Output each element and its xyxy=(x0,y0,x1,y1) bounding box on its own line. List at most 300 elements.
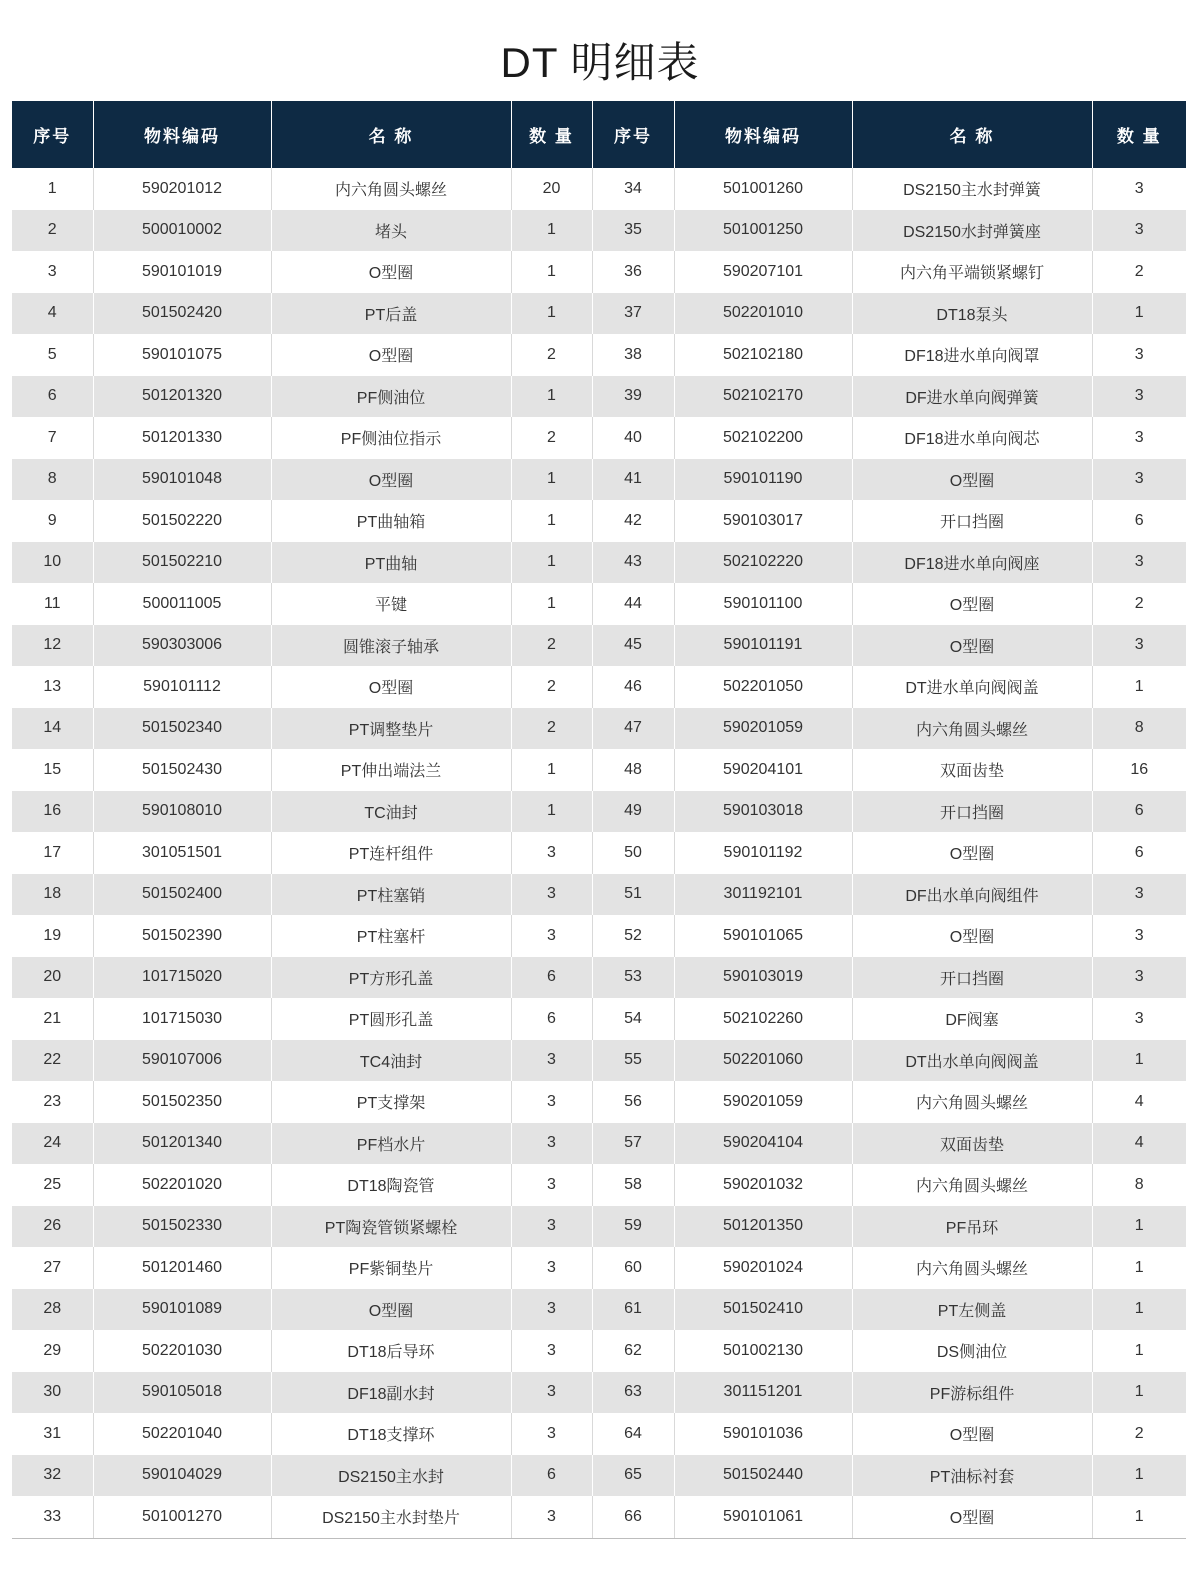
cell-material-code: 502102180 xyxy=(674,334,852,376)
cell-part-name: O型圈 xyxy=(271,459,511,501)
table-row xyxy=(12,376,1186,418)
cell-material-code: 590101192 xyxy=(674,832,852,874)
cell-index: 53 xyxy=(592,957,674,999)
cell-quantity: 1 xyxy=(511,251,592,293)
cell-quantity: 1 xyxy=(511,791,592,833)
page-title: DT 明细表 xyxy=(500,39,700,86)
cell-material-code: 590201059 xyxy=(674,1081,852,1123)
cell-part-name: PF紫铜垫片 xyxy=(271,1247,511,1289)
cell-quantity: 1 xyxy=(1092,1206,1186,1248)
cell-quantity: 3 xyxy=(1092,376,1186,418)
cell-material-code: 501502210 xyxy=(93,542,271,584)
cell-quantity: 6 xyxy=(511,1455,592,1497)
table-row xyxy=(12,1040,1186,1082)
cell-material-code: 501201340 xyxy=(93,1123,271,1165)
cell-material-code: 590101065 xyxy=(674,915,852,957)
cell-index: 24 xyxy=(12,1123,93,1165)
cell-material-code: 501502420 xyxy=(93,293,271,335)
cell-material-code: 301051501 xyxy=(93,832,271,874)
table-row xyxy=(12,417,1186,459)
cell-part-name: DT进水单向阀阀盖 xyxy=(852,666,1092,708)
cell-part-name: PT曲轴 xyxy=(271,542,511,584)
cell-part-name: 平键 xyxy=(271,583,511,625)
cell-material-code: 501201330 xyxy=(93,417,271,459)
cell-index: 66 xyxy=(592,1496,674,1538)
cell-part-name: PT油标衬套 xyxy=(852,1455,1092,1497)
cell-material-code: 501502430 xyxy=(93,749,271,791)
cell-part-name: 内六角圆头螺丝 xyxy=(852,1164,1092,1206)
cell-material-code: 101715020 xyxy=(93,957,271,999)
cell-material-code: 502102170 xyxy=(674,376,852,418)
cell-material-code: 590101190 xyxy=(674,459,852,501)
cell-quantity: 1 xyxy=(511,500,592,542)
cell-quantity: 16 xyxy=(1130,760,1149,778)
cell-part-name: PT柱塞杆 xyxy=(271,915,511,957)
cell-material-code: 590108010 xyxy=(93,791,271,833)
table-row xyxy=(12,1081,1186,1123)
cell-material-code: 502102260 xyxy=(674,998,852,1040)
cell-index: 65 xyxy=(592,1455,674,1497)
cell-part-name: O型圈 xyxy=(271,334,511,376)
cell-index: 37 xyxy=(592,293,674,335)
cell-quantity: 1 xyxy=(511,376,592,418)
table-row xyxy=(12,168,1186,210)
cell-index: 27 xyxy=(12,1247,93,1289)
cell-quantity: 1 xyxy=(1134,1258,1144,1276)
cell-material-code: 590101075 xyxy=(93,334,271,376)
cell-index: 7 xyxy=(12,417,93,459)
cell-quantity: 3 xyxy=(1134,926,1144,944)
cell-material-code: 502201030 xyxy=(93,1330,271,1372)
cell-quantity: 6 xyxy=(1092,791,1186,833)
cell-part-name: O型圈 xyxy=(271,1289,511,1331)
cell-index: 33 xyxy=(12,1496,93,1538)
cell-part-name: 圆锥滚子轴承 xyxy=(271,625,511,667)
cell-index: 26 xyxy=(12,1206,93,1248)
cell-index: 56 xyxy=(592,1081,674,1123)
cell-part-name: 开口挡圈 xyxy=(852,500,1092,542)
cell-index: 44 xyxy=(592,583,674,625)
cell-quantity: 6 xyxy=(511,998,592,1040)
cell-quantity: 6 xyxy=(1134,511,1144,529)
cell-index: 39 xyxy=(592,376,674,418)
cell-part-name: DF出水单向阀组件 xyxy=(852,874,1092,916)
cell-part-name: O型圈 xyxy=(852,1413,1092,1455)
cell-part-name: DT出水单向阀阀盖 xyxy=(852,1040,1092,1082)
cell-quantity: 3 xyxy=(511,832,592,874)
table-row xyxy=(12,749,1186,791)
cell-part-name: PF吊环 xyxy=(852,1206,1092,1248)
cell-index: 31 xyxy=(12,1413,93,1455)
cell-part-name: DF18进水单向阀芯 xyxy=(852,417,1092,459)
cell-material-code: 590101089 xyxy=(93,1289,271,1331)
table-row xyxy=(12,251,1186,293)
cell-part-name: DS2150主水封垫片 xyxy=(271,1496,511,1538)
cell-index: 1 xyxy=(12,168,93,210)
cell-index: 64 xyxy=(592,1413,674,1455)
cell-material-code: 101715030 xyxy=(93,998,271,1040)
cell-index: 17 xyxy=(12,832,93,874)
cell-quantity: 3 xyxy=(511,1372,592,1414)
cell-part-name: PF档水片 xyxy=(271,1123,511,1165)
cell-index: 32 xyxy=(12,1455,93,1497)
cell-quantity: 2 xyxy=(511,334,592,376)
col-header-index-left: 序号 xyxy=(12,101,93,168)
cell-part-name: PT连杆组件 xyxy=(271,832,511,874)
cell-quantity: 6 xyxy=(511,957,592,999)
cell-part-name: 内六角圆头螺丝 xyxy=(852,708,1092,750)
cell-part-name: 内六角圆头螺丝 xyxy=(852,1247,1092,1289)
cell-material-code: 501502350 xyxy=(93,1081,271,1123)
cell-part-name: DS侧油位 xyxy=(852,1330,1092,1372)
cell-material-code: 590103019 xyxy=(674,957,852,999)
cell-material-code: 501502400 xyxy=(93,874,271,916)
cell-material-code: 501502410 xyxy=(674,1289,852,1331)
cell-material-code: 590101191 xyxy=(674,625,852,667)
cell-index: 34 xyxy=(592,168,674,210)
cell-part-name: O型圈 xyxy=(852,832,1092,874)
cell-index: 12 xyxy=(12,625,93,667)
cell-index: 29 xyxy=(12,1330,93,1372)
cell-material-code: 501502330 xyxy=(93,1206,271,1248)
cell-part-name: O型圈 xyxy=(852,915,1092,957)
cell-index: 18 xyxy=(12,874,93,916)
cell-quantity: 3 xyxy=(511,915,592,957)
cell-index: 11 xyxy=(12,583,93,625)
cell-index: 10 xyxy=(12,542,93,584)
cell-part-name: PT圆形孔盖 xyxy=(271,998,511,1040)
table-row xyxy=(12,1330,1186,1372)
cell-part-name: 双面齿垫 xyxy=(852,1123,1092,1165)
cell-part-name: DF18副水封 xyxy=(271,1372,511,1414)
cell-quantity: 1 xyxy=(511,293,592,335)
cell-index: 3 xyxy=(12,251,93,293)
cell-index: 62 xyxy=(592,1330,674,1372)
table-row xyxy=(12,915,1186,957)
col-header-name-right: 名 称 xyxy=(852,101,1092,168)
table-row xyxy=(12,1247,1186,1289)
cell-index: 52 xyxy=(592,915,674,957)
cell-part-name: O型圈 xyxy=(852,583,1092,625)
cell-quantity: 1 xyxy=(1092,1289,1186,1331)
table-row xyxy=(12,459,1186,501)
cell-part-name: PF侧油位指示 xyxy=(271,417,511,459)
cell-part-name: PT后盖 xyxy=(271,293,511,335)
cell-material-code: 590201032 xyxy=(674,1164,852,1206)
cell-material-code: 501001260 xyxy=(674,168,852,210)
cell-quantity: 3 xyxy=(511,1289,592,1331)
cell-quantity: 3 xyxy=(511,1206,592,1248)
table-header xyxy=(12,101,1186,168)
cell-material-code: 301192101 xyxy=(674,874,852,916)
cell-part-name: DF18进水单向阀座 xyxy=(852,542,1092,584)
cell-quantity: 2 xyxy=(1134,1424,1144,1442)
cell-quantity: 1 xyxy=(511,583,592,625)
cell-part-name: DF18进水单向阀罩 xyxy=(852,334,1092,376)
cell-quantity: 3 xyxy=(511,1330,592,1372)
cell-material-code: 590101061 xyxy=(674,1496,852,1538)
cell-material-code: 501001250 xyxy=(674,210,852,252)
cell-part-name: DF阀塞 xyxy=(852,998,1092,1040)
cell-index: 13 xyxy=(12,666,93,708)
cell-material-code: 590101019 xyxy=(93,251,271,293)
cell-quantity: 2 xyxy=(511,417,592,459)
cell-quantity: 3 xyxy=(511,874,592,916)
cell-index: 28 xyxy=(12,1289,93,1331)
cell-quantity: 3 xyxy=(1092,957,1186,999)
cell-index: 22 xyxy=(12,1040,93,1082)
cell-material-code: 590101100 xyxy=(674,583,852,625)
cell-quantity: 3 xyxy=(1092,210,1186,252)
cell-part-name: PT陶瓷管锁紧螺栓 xyxy=(271,1206,511,1248)
cell-index: 55 xyxy=(592,1040,674,1082)
cell-material-code: 500011005 xyxy=(93,583,271,625)
table-row xyxy=(12,1289,1186,1331)
cell-index: 50 xyxy=(592,832,674,874)
cell-part-name: O型圈 xyxy=(271,666,511,708)
cell-part-name: DS2150主水封 xyxy=(271,1455,511,1497)
cell-part-name: PT支撑架 xyxy=(271,1081,511,1123)
cell-material-code: 502201060 xyxy=(674,1040,852,1082)
cell-material-code: 590105018 xyxy=(93,1372,271,1414)
cell-material-code: 301151201 xyxy=(674,1372,852,1414)
cell-index: 19 xyxy=(12,915,93,957)
cell-quantity: 3 xyxy=(511,1496,592,1538)
cell-quantity: 3 xyxy=(1134,179,1144,197)
table-row xyxy=(12,334,1186,376)
cell-material-code: 502201050 xyxy=(674,666,852,708)
cell-index: 5 xyxy=(12,334,93,376)
cell-index: 14 xyxy=(12,708,93,750)
cell-quantity: 1 xyxy=(1092,293,1186,335)
cell-index: 9 xyxy=(12,500,93,542)
table-row xyxy=(12,832,1186,874)
cell-part-name: TC4油封 xyxy=(271,1040,511,1082)
cell-index: 51 xyxy=(592,874,674,916)
cell-part-name: PT柱塞销 xyxy=(271,874,511,916)
cell-quantity: 2 xyxy=(511,708,592,750)
cell-material-code: 590201012 xyxy=(93,168,271,210)
cell-material-code: 502102220 xyxy=(674,542,852,584)
cell-index: 6 xyxy=(12,376,93,418)
cell-index: 48 xyxy=(592,749,674,791)
cell-part-name: PF游标组件 xyxy=(852,1372,1092,1414)
cell-part-name: O型圈 xyxy=(852,625,1092,667)
table-row xyxy=(12,998,1186,1040)
cell-material-code: 502201040 xyxy=(93,1413,271,1455)
cell-part-name: DT18泵头 xyxy=(852,293,1092,335)
cell-part-name: 开口挡圈 xyxy=(852,791,1092,833)
table-row xyxy=(12,500,1186,542)
cell-index: 23 xyxy=(12,1081,93,1123)
cell-quantity: 1 xyxy=(1134,677,1144,695)
cell-material-code: 590107006 xyxy=(93,1040,271,1082)
cell-part-name: DS2150主水封弹簧 xyxy=(852,168,1092,210)
table-row xyxy=(12,1455,1186,1497)
cell-material-code: 501201350 xyxy=(674,1206,852,1248)
cell-index: 60 xyxy=(592,1247,674,1289)
table-row xyxy=(12,1413,1186,1455)
cell-index: 43 xyxy=(592,542,674,584)
cell-part-name: O型圈 xyxy=(271,251,511,293)
cell-material-code: 590204104 xyxy=(674,1123,852,1165)
cell-quantity: 1 xyxy=(1134,1507,1144,1525)
cell-material-code: 501502440 xyxy=(674,1455,852,1497)
col-header-code-right: 物料编码 xyxy=(674,101,852,168)
table-row xyxy=(12,1496,1186,1538)
cell-part-name: PT方形孔盖 xyxy=(271,957,511,999)
cell-part-name: 双面齿垫 xyxy=(852,749,1092,791)
cell-quantity: 6 xyxy=(1134,843,1144,861)
header-row xyxy=(12,101,1186,168)
cell-material-code: 590204101 xyxy=(674,749,852,791)
cell-index: 61 xyxy=(592,1289,674,1331)
cell-material-code: 501201320 xyxy=(93,376,271,418)
cell-quantity: 1 xyxy=(1092,1372,1186,1414)
table-row xyxy=(12,542,1186,584)
cell-index: 46 xyxy=(592,666,674,708)
cell-material-code: 590103018 xyxy=(674,791,852,833)
cell-part-name: DS2150水封弹簧座 xyxy=(852,210,1092,252)
table-row xyxy=(12,874,1186,916)
cell-quantity: 1 xyxy=(511,459,592,501)
cell-index: 59 xyxy=(592,1206,674,1248)
cell-part-name: DT18后导环 xyxy=(271,1330,511,1372)
cell-part-name: DT18支撑环 xyxy=(271,1413,511,1455)
cell-index: 63 xyxy=(592,1372,674,1414)
cell-part-name: 内六角平端锁紧螺钉 xyxy=(852,251,1092,293)
cell-index: 47 xyxy=(592,708,674,750)
table-row xyxy=(12,293,1186,335)
cell-part-name: DT18陶瓷管 xyxy=(271,1164,511,1206)
cell-quantity: 3 xyxy=(511,1413,592,1455)
cell-material-code: 501502340 xyxy=(93,708,271,750)
cell-material-code: 502201020 xyxy=(93,1164,271,1206)
cell-part-name: PT调整垫片 xyxy=(271,708,511,750)
bottom-divider xyxy=(12,1538,1186,1539)
cell-material-code: 501001270 xyxy=(93,1496,271,1538)
cell-part-name: 开口挡圈 xyxy=(852,957,1092,999)
cell-quantity: 3 xyxy=(511,1040,592,1082)
cell-quantity: 2 xyxy=(511,666,592,708)
cell-index: 8 xyxy=(12,459,93,501)
cell-part-name: PF侧油位 xyxy=(271,376,511,418)
cell-index: 45 xyxy=(592,625,674,667)
cell-material-code: 590101112 xyxy=(93,666,271,708)
cell-index: 16 xyxy=(12,791,93,833)
table-row xyxy=(12,666,1186,708)
cell-quantity: 3 xyxy=(1092,625,1186,667)
cell-quantity: 8 xyxy=(1134,1175,1144,1193)
col-header-qty-right: 数 量 xyxy=(1092,101,1186,168)
cell-part-name: PT左侧盖 xyxy=(852,1289,1092,1331)
cell-material-code: 590207101 xyxy=(674,251,852,293)
cell-part-name: TC油封 xyxy=(271,791,511,833)
cell-quantity: 3 xyxy=(1134,1009,1144,1027)
cell-material-code: 590201024 xyxy=(674,1247,852,1289)
cell-material-code: 590201059 xyxy=(674,708,852,750)
cell-material-code: 590101048 xyxy=(93,459,271,501)
cell-index: 21 xyxy=(12,998,93,1040)
cell-quantity: 3 xyxy=(1134,345,1144,363)
table-row xyxy=(12,1206,1186,1248)
cell-material-code: 590104029 xyxy=(93,1455,271,1497)
col-header-index-right: 序号 xyxy=(592,101,674,168)
cell-quantity: 3 xyxy=(1092,542,1186,584)
cell-part-name: 内六角圆头螺丝 xyxy=(852,1081,1092,1123)
cell-index: 30 xyxy=(12,1372,93,1414)
cell-material-code: 590303006 xyxy=(93,625,271,667)
table-row xyxy=(12,1372,1186,1414)
cell-index: 57 xyxy=(592,1123,674,1165)
cell-index: 40 xyxy=(592,417,674,459)
cell-part-name: PT伸出端法兰 xyxy=(271,749,511,791)
table-row xyxy=(12,625,1186,667)
cell-quantity: 2 xyxy=(511,625,592,667)
cell-quantity: 2 xyxy=(1134,594,1144,612)
cell-quantity: 4 xyxy=(1134,1092,1144,1110)
cell-quantity: 1 xyxy=(1092,1040,1186,1082)
cell-material-code: 501201460 xyxy=(93,1247,271,1289)
cell-quantity: 3 xyxy=(1092,459,1186,501)
cell-index: 15 xyxy=(12,749,93,791)
cell-quantity: 3 xyxy=(1092,874,1186,916)
cell-quantity: 3 xyxy=(511,1164,592,1206)
col-header-qty-left: 数 量 xyxy=(511,101,592,168)
cell-index: 41 xyxy=(592,459,674,501)
cell-quantity: 8 xyxy=(1092,708,1186,750)
col-header-code-left: 物料编码 xyxy=(93,101,271,168)
cell-index: 4 xyxy=(12,293,93,335)
cell-material-code: 500010002 xyxy=(93,210,271,252)
cell-quantity: 1 xyxy=(511,542,592,584)
table-row xyxy=(12,957,1186,999)
cell-material-code: 502102200 xyxy=(674,417,852,459)
cell-quantity: 3 xyxy=(511,1123,592,1165)
table-row xyxy=(12,791,1186,833)
cell-quantity: 1 xyxy=(1092,1455,1186,1497)
cell-part-name: O型圈 xyxy=(852,459,1092,501)
cell-quantity: 4 xyxy=(1092,1123,1186,1165)
cell-part-name: 内六角圆头螺丝 xyxy=(271,168,511,210)
cell-quantity: 3 xyxy=(511,1081,592,1123)
cell-material-code: 590103017 xyxy=(674,500,852,542)
cell-index: 54 xyxy=(592,998,674,1040)
table-row xyxy=(12,583,1186,625)
cell-quantity: 1 xyxy=(1134,1341,1144,1359)
parts-table xyxy=(12,101,1186,1538)
cell-quantity: 3 xyxy=(511,1247,592,1289)
cell-material-code: 501002130 xyxy=(674,1330,852,1372)
cell-part-name: 堵头 xyxy=(271,210,511,252)
table-row xyxy=(12,1164,1186,1206)
table-row xyxy=(12,210,1186,252)
cell-quantity: 20 xyxy=(511,168,592,210)
cell-quantity: 3 xyxy=(1134,428,1144,446)
table-body xyxy=(12,168,1186,1538)
cell-material-code: 501502220 xyxy=(93,500,271,542)
cell-index: 36 xyxy=(592,251,674,293)
cell-material-code: 502201010 xyxy=(674,293,852,335)
cell-part-name: PT曲轴箱 xyxy=(271,500,511,542)
cell-quantity: 2 xyxy=(1134,262,1144,280)
cell-quantity: 1 xyxy=(511,749,592,791)
cell-part-name: DF进水单向阀弹簧 xyxy=(852,376,1092,418)
cell-index: 38 xyxy=(592,334,674,376)
cell-index: 49 xyxy=(592,791,674,833)
table-row xyxy=(12,708,1186,750)
cell-quantity: 1 xyxy=(511,210,592,252)
